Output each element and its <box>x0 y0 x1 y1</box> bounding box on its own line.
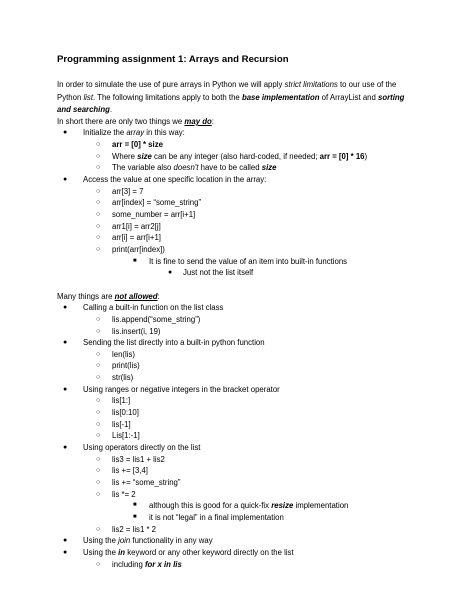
intro-text: . The following limitations apply to both the <box>92 92 242 102</box>
item-text: Using the <box>83 536 119 545</box>
may-do-text: In short there are only two things we <box>57 117 185 126</box>
code-text: arr = [0] * size <box>112 140 163 149</box>
intro-paragraph <box>57 79 417 117</box>
circle-bullet-icon: ○ <box>96 409 101 416</box>
circle-bullet-icon: ○ <box>96 421 101 428</box>
list-item <box>112 162 277 173</box>
list-item: lis[-1] <box>112 420 131 429</box>
disc-bullet-icon: ● <box>63 304 68 311</box>
list-item: Calling a built-in function on the list class <box>83 303 224 312</box>
disc-bullet-icon: ● <box>168 269 173 276</box>
intro-emphasis: base implementation <box>241 92 320 102</box>
not-allowed-heading <box>57 291 160 302</box>
list-item: arr[3] = 7 <box>112 187 144 196</box>
list-item: lis.insert(i, 19) <box>112 327 161 336</box>
item-emphasis: array <box>126 128 145 137</box>
may-do-emphasis: may do <box>184 117 212 126</box>
list-item: arr[i] = arr[i+1] <box>112 233 161 242</box>
disc-bullet-icon: ● <box>63 549 68 556</box>
list-item: Using ranges or negative integers in the bracket operator <box>83 385 280 394</box>
item-text: functionality in any way <box>130 536 213 545</box>
list-item <box>149 500 348 511</box>
item-text: Using the <box>83 548 119 557</box>
disc-bullet-icon: ● <box>63 129 68 136</box>
item-text: ) <box>364 152 368 161</box>
item-text: keyword or any other keyword directly on the list <box>125 548 294 557</box>
heading-text: Many things are <box>57 292 115 301</box>
circle-bullet-icon: ○ <box>96 164 101 171</box>
list-item <box>83 547 294 558</box>
list-item: arr[index] = “some_string” <box>112 198 202 207</box>
circle-bullet-icon: ○ <box>96 397 101 404</box>
list-item: lis3 = lis1 + lis2 <box>112 455 165 464</box>
square-bullet-icon: ■ <box>133 258 137 264</box>
list-item <box>112 139 163 150</box>
item-emphasis: size <box>137 152 152 161</box>
list-item: Just not the list itself <box>183 268 254 277</box>
circle-bullet-icon: ○ <box>96 234 101 241</box>
may-do-text: : <box>211 117 214 126</box>
item-emphasis: join <box>118 536 131 545</box>
heading-emphasis: not allowed <box>114 292 158 301</box>
item-text: Initialize the <box>83 128 127 137</box>
item-text: have to be called <box>198 163 262 172</box>
list-item <box>83 127 185 138</box>
item-text: Where <box>112 152 138 161</box>
circle-bullet-icon: ○ <box>96 199 101 206</box>
list-item: lis[0:10] <box>112 408 139 417</box>
intro-text: to our use of the Python <box>57 80 397 102</box>
item-text: can be any integer (also hard-coded, if needed; <box>151 152 320 161</box>
circle-bullet-icon: ○ <box>96 223 101 230</box>
list-item: it is not “legal” in a final implementation <box>149 513 284 522</box>
circle-bullet-icon: ○ <box>96 246 101 253</box>
circle-bullet-icon: ○ <box>96 456 101 463</box>
list-item: lis *= 2 <box>112 490 136 499</box>
intro-emphasis: sorting and searching <box>57 92 405 114</box>
list-item: lis[1:] <box>112 396 131 405</box>
code-text: arr = [0] * 16 <box>319 152 365 161</box>
list-item: lis2 = lis1 * 2 <box>112 525 156 534</box>
circle-bullet-icon: ○ <box>96 316 101 323</box>
list-item: lis.append(“some_string”) <box>112 315 201 324</box>
circle-bullet-icon: ○ <box>96 141 101 148</box>
square-bullet-icon: ■ <box>133 502 137 508</box>
list-item: print(arr[index]) <box>112 245 165 254</box>
list-item: arr1[i] = arr2[j] <box>112 222 161 231</box>
may-do-heading <box>57 116 214 127</box>
disc-bullet-icon: ● <box>63 444 68 451</box>
item-text: The variable also <box>112 163 174 172</box>
list-item: lis += [3,4] <box>112 466 148 475</box>
disc-bullet-icon: ● <box>63 386 68 393</box>
circle-bullet-icon: ○ <box>96 561 101 568</box>
heading-text: : <box>157 292 160 301</box>
disc-bullet-icon: ● <box>63 339 68 346</box>
circle-bullet-icon: ○ <box>96 153 101 160</box>
item-emphasis: resize <box>271 501 294 510</box>
circle-bullet-icon: ○ <box>96 467 101 474</box>
intro-text: of ArrayList and <box>319 92 379 102</box>
item-emphasis: doesn't <box>173 163 199 172</box>
item-text: in this way: <box>144 128 185 137</box>
disc-bullet-icon: ● <box>63 176 68 183</box>
list-item: some_number = arr[i+1] <box>112 210 196 219</box>
disc-bullet-icon: ● <box>63 537 68 544</box>
item-text: including <box>112 560 145 569</box>
intro-emphasis: list <box>83 92 93 102</box>
list-item: Sending the list directly into a built-in python function <box>83 338 265 347</box>
intro-text: . <box>109 105 113 114</box>
item-text: although this is good for a quick-fix <box>149 501 272 510</box>
list-item: Lis[1:-1] <box>112 431 140 440</box>
circle-bullet-icon: ○ <box>96 328 101 335</box>
list-item: lis += “some_string” <box>112 478 181 487</box>
item-emphasis: for x in lis <box>144 560 182 569</box>
list-item: len(lis) <box>112 350 135 359</box>
item-emphasis: size <box>261 163 277 172</box>
circle-bullet-icon: ○ <box>96 374 101 381</box>
circle-bullet-icon: ○ <box>96 491 101 498</box>
item-emphasis: in <box>118 548 126 557</box>
circle-bullet-icon: ○ <box>96 211 101 218</box>
circle-bullet-icon: ○ <box>96 479 101 486</box>
list-item <box>112 151 367 162</box>
list-item: str(lis) <box>112 373 134 382</box>
circle-bullet-icon: ○ <box>96 432 101 439</box>
list-item: Using operators directly on the list <box>83 443 201 452</box>
list-item <box>83 535 213 546</box>
page-title: Programming assignment 1: Arrays and Recursion <box>57 54 289 65</box>
item-text: implementation <box>293 501 349 510</box>
list-item: print(lis) <box>112 361 140 370</box>
list-item: It is fine to send the value of an item into built-in functions <box>149 257 348 266</box>
circle-bullet-icon: ○ <box>96 362 101 369</box>
square-bullet-icon: ■ <box>133 514 137 520</box>
circle-bullet-icon: ○ <box>96 351 101 358</box>
list-item: Access the value at one specific location in the array: <box>83 175 267 184</box>
list-item <box>112 559 182 570</box>
intro-text: In order to simulate the use of pure arrays in Python we will apply <box>57 80 285 89</box>
circle-bullet-icon: ○ <box>96 526 101 533</box>
circle-bullet-icon: ○ <box>96 188 101 195</box>
intro-emphasis: strict limitations <box>284 80 338 89</box>
